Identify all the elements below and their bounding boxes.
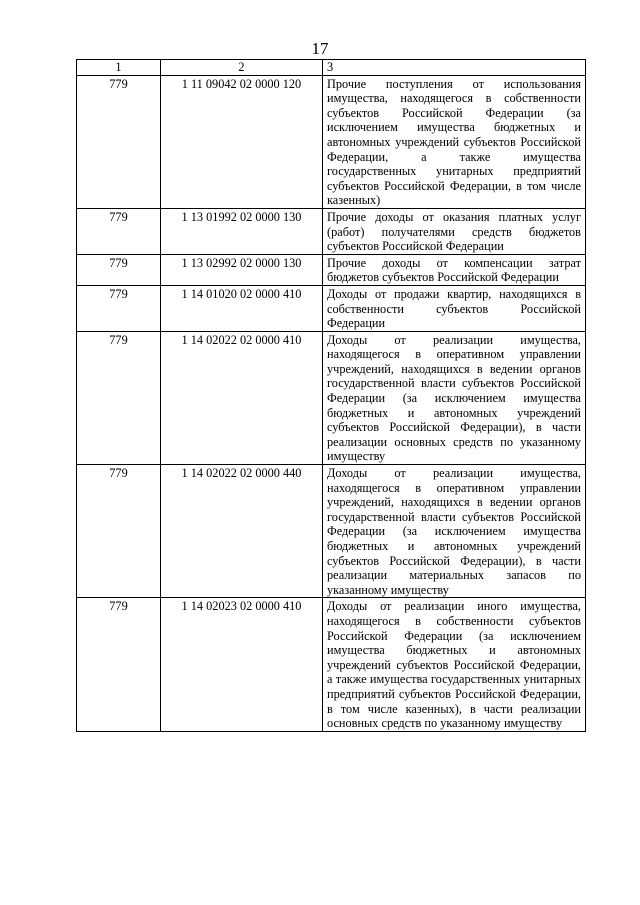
table-row — [77, 75, 586, 208]
table-row — [77, 254, 586, 285]
table-row — [77, 285, 586, 331]
table-row — [77, 598, 586, 731]
description-cell: Прочие доходы от компенсации затрат бюджетов субъектов Российской Федерации — [323, 254, 586, 285]
income-code-cell: 1 14 02022 02 0000 410 — [161, 331, 323, 464]
admin-code-cell: 779 — [77, 598, 161, 731]
description-cell: Прочие поступления от использования имущества, находящегося в собственности субъектов Российской Федерации (за исключением имущества бюджетных и автономных учреждений субъектов Российской Федерации, а также имущества государственных унитарных предприятий субъектов Российской Федерации, в том числе казенных) — [323, 75, 586, 208]
income-code-cell: 1 14 01020 02 0000 410 — [161, 285, 323, 331]
admin-code-cell: 779 — [77, 75, 161, 208]
admin-code-cell: 779 — [77, 465, 161, 598]
description-cell: Доходы от реализации имущества, находящегося в оперативном управлении учреждений, находящихся в ведении органов государственной власти субъектов Российской Федерации (за исключением имущества бюджетных и автономных учреждений субъектов Российской Федерации), в части реализации основных средств по указанному имуществу — [323, 331, 586, 464]
income-code-cell: 1 13 02992 02 0000 130 — [161, 254, 323, 285]
admin-code-cell: 779 — [77, 331, 161, 464]
description-cell: Доходы от продажи квартир, находящихся в собственности субъектов Российской Федерации — [323, 285, 586, 331]
table-row — [77, 465, 586, 598]
description-cell: Доходы от реализации имущества, находящегося в оперативном управлении учреждений, находящихся в ведении органов государственной власти субъектов Российской Федерации (за исключением имущества бюджетных и автономных учреждений субъектов Российской Федерации), в части реализации материальных запасов по указанному имуществу — [323, 465, 586, 598]
income-code-cell: 1 13 01992 02 0000 130 — [161, 208, 323, 254]
admin-code-cell: 779 — [77, 254, 161, 285]
column-header-2: 2 — [161, 60, 323, 76]
revenue-codes-table — [76, 59, 586, 732]
column-header-3: 3 — [323, 60, 586, 76]
column-header-1: 1 — [77, 60, 161, 76]
description-cell: Доходы от реализации иного имущества, находящегося в собственности субъектов Российской Федерации (за исключением имущества бюджетных и автономных учреждений субъектов Российской Федерации, а также имущества государственных унитарных предприятий субъектов Российской Федерации, в том числе казенных), в части реализации основных средств по указанному имуществу — [323, 598, 586, 731]
page-number: 17 — [311, 39, 329, 58]
admin-code-cell: 779 — [77, 285, 161, 331]
admin-code-cell: 779 — [77, 208, 161, 254]
income-code-cell: 1 11 09042 02 0000 120 — [161, 75, 323, 208]
table-row — [77, 208, 586, 254]
table-header-row — [77, 60, 586, 76]
table-row — [77, 331, 586, 464]
income-code-cell: 1 14 02023 02 0000 410 — [161, 598, 323, 731]
income-code-cell: 1 14 02022 02 0000 440 — [161, 465, 323, 598]
description-cell: Прочие доходы от оказания платных услуг (работ) получателями средств бюджетов субъектов Российской Федерации — [323, 208, 586, 254]
